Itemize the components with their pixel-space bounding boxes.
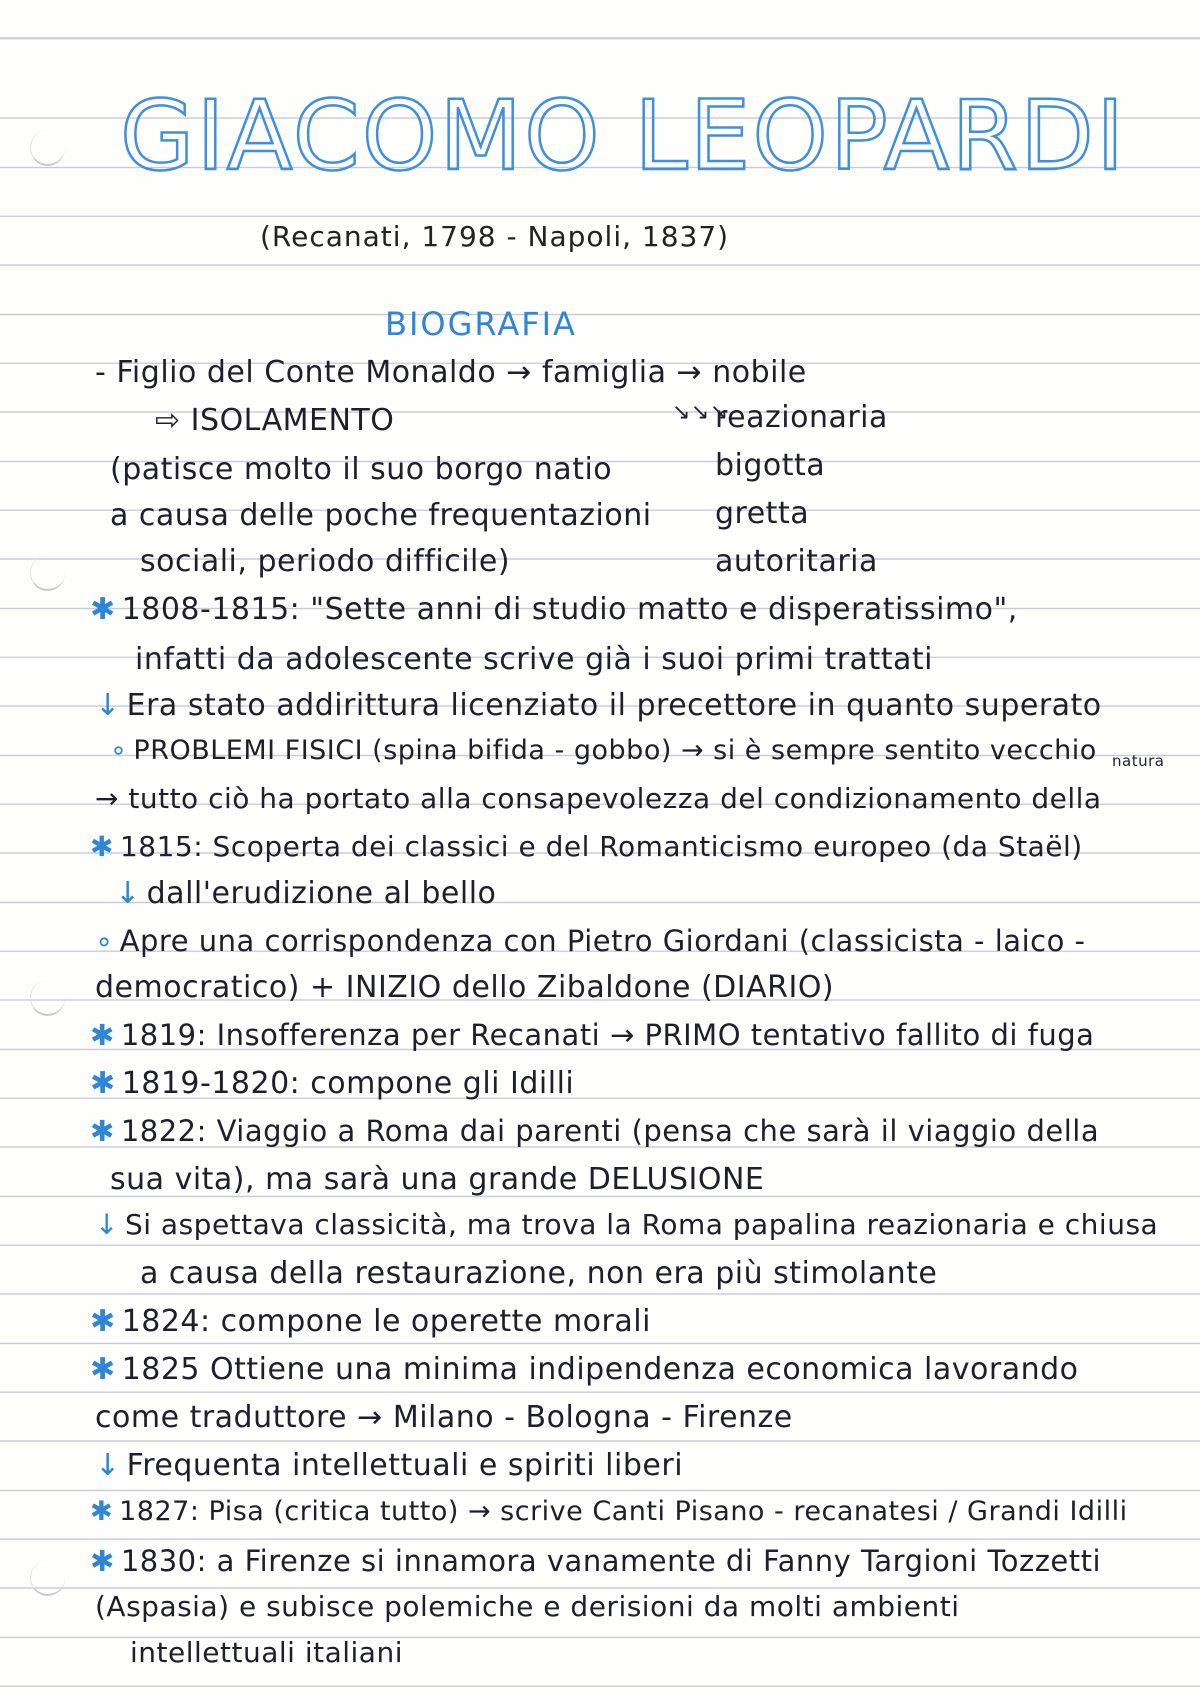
binder-hole-top (30, 130, 65, 166)
note-line: ✱ 1824: compone le operette morali (90, 1304, 651, 1339)
note-line: come traduttore → Milano - Bologna - Firenze (95, 1400, 793, 1435)
note-line: - Figlio del Conte Monaldo → famiglia → nobile (95, 355, 807, 390)
bullet-icon: ∘ (110, 735, 128, 766)
arrow-down-icon: ↓ (95, 1208, 119, 1241)
star-icon: ✱ (90, 1066, 116, 1101)
arrow-down-icon: ↓ (95, 1448, 121, 1483)
note-line: ✱ 1815: Scoperta dei classici e del Romanticismo europeo (da Staël) (90, 830, 1083, 863)
note-line: bigotta (715, 448, 826, 483)
section-title: BIOGRAFIA (385, 305, 577, 343)
note-line: sua vita), ma sarà una grande DELUSIONE (110, 1162, 765, 1197)
note-line: gretta (715, 496, 810, 531)
note-line: ↓ Era stato addirittura licenziato il precettore in quanto superato (95, 688, 1102, 723)
note-line: infatti da adolescente scrive già i suoi primi trattati (135, 642, 933, 677)
note-line: ✱ 1825 Ottiene una minima indipendenza economica lavorando (90, 1352, 1079, 1387)
note-line: democratico) + INIZIO dello Zibaldone (DIARIO) (95, 970, 835, 1005)
note-line: intellettuali italiani (130, 1636, 403, 1669)
note-line: ✱ 1822: Viaggio a Roma dai parenti (pensa che sarà il viaggio della (90, 1114, 1100, 1148)
binder-hole-bottom (30, 1560, 65, 1596)
star-icon: ✱ (90, 1544, 115, 1578)
note-line: autoritaria (715, 544, 878, 579)
binder-hole-middle (30, 555, 65, 591)
note-line: ✱ 1819-1820: compone gli Idilli (90, 1066, 575, 1101)
star-icon: ✱ (90, 830, 114, 863)
star-icon: ✱ (90, 592, 116, 627)
arrows-stack: ↘↘↘ (672, 400, 729, 425)
note-line: ↓ Frequenta intellettuali e spiriti liberi (95, 1448, 684, 1483)
note-line: ∘ PROBLEMI FISICI (spina bifida - gobbo) → si è sempre sentito vecchio (110, 735, 1097, 766)
note-line: ✱ 1808-1815: "Sette anni di studio matto e disperatissimo", (90, 592, 1018, 627)
note-line: → tutto ciò ha portato alla consapevolezza del condizionamento della (95, 782, 1102, 815)
note-line-annotation: natura (1112, 752, 1165, 770)
note-line: ✱ 1819: Insofferenza per Recanati → PRIMO tentativo fallito di fuga (90, 1018, 1095, 1052)
page-subtitle: (Recanati, 1798 - Napoli, 1837) (260, 220, 730, 253)
note-line: a causa delle poche frequentazioni (110, 498, 652, 533)
note-line: ∘ Apre una corrispondenza con Pietro Giordani (classicista - laico - (95, 924, 1086, 958)
note-line: ↓ dall'erudizione al bello (115, 876, 497, 911)
note-line: sociali, periodo difficile) (140, 544, 511, 579)
note-line: reazionaria (715, 400, 888, 435)
star-icon: ✱ (90, 1304, 116, 1339)
page-title: GIACOMO LEOPARDI (120, 80, 1127, 192)
star-icon: ✱ (90, 1114, 115, 1148)
note-line: ↓ Si aspettava classicità, ma trova la Roma papalina reazionaria e chiusa (95, 1208, 1159, 1241)
star-icon: ✱ (90, 1352, 116, 1387)
star-icon: ✱ (90, 1496, 114, 1527)
note-line: a causa della restaurazione, non era più stimolante (140, 1256, 938, 1291)
note-line: ✱ 1827: Pisa (critica tutto) → scrive Canti Pisano - recanatesi / Grandi Idilli (90, 1496, 1128, 1527)
note-line: ✱ 1830: a Firenze si innamora vanamente di Fanny Targioni Tozzetti (90, 1544, 1102, 1578)
arrow-down-icon: ↓ (115, 876, 141, 911)
star-icon: ✱ (90, 1018, 115, 1052)
note-line: (Aspasia) e subisce polemiche e derisioni da molti ambienti (95, 1590, 960, 1623)
arrow-down-icon: ↓ (95, 688, 121, 723)
note-line: (patisce molto il suo borgo natio (110, 452, 613, 487)
binder-hole-lower (30, 980, 65, 1016)
note-line: ⇨ ISOLAMENTO (155, 403, 395, 438)
bullet-icon: ∘ (95, 924, 114, 958)
